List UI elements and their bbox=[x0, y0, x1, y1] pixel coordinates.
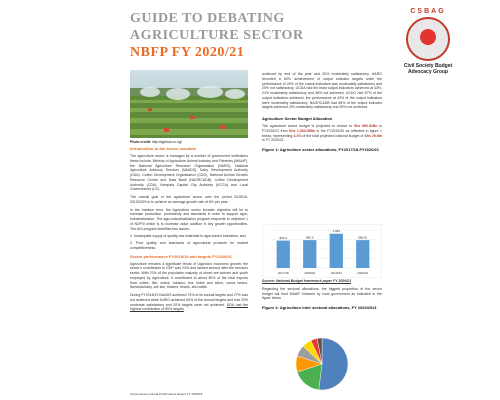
x-tick-label: 2017/18 bbox=[277, 271, 289, 275]
alloc-amount-3: Shs 29.6tn bbox=[364, 133, 383, 138]
x-tick-label: 2018/19 bbox=[304, 271, 316, 275]
bar bbox=[356, 240, 369, 268]
regarding-paragraph: Regarding the sectoral allocations, the biggest proportion of the sector budget will fund MAAIF followed by local government as indicated in the figure below. bbox=[262, 286, 382, 301]
performance-paragraph-2-text: During FY2018/19 NAADS achieved 73% of its annual targets and 27% was not achieved while NARO achieved 60% of the annual targets and had 20% moderate satisfactory and 20% targets were not achieved. bbox=[130, 293, 248, 307]
bar-data-label: 880.81 bbox=[358, 235, 368, 240]
footnote: 1Government Annual Performance Report FY 2018/19 bbox=[130, 392, 203, 396]
intro-paragraph-3: In the medium term, the Agriculture sector broader objective will be to increase production, productivity and standards in order to support agro-industrialization. The agro-industrialization program responds to objective 1 of NDPIII which is to increase value addition in key growth opportunities. The ADI program identifies two issues: bbox=[130, 207, 248, 231]
caption-url[interactable]: http://agriloot.co.ug/ bbox=[151, 140, 182, 144]
right-column-text bbox=[262, 72, 382, 152]
list-item: 1. Inadequate supply of quality raw materials to agro-based industries; and bbox=[130, 234, 246, 239]
performance-heading: Sector performance FY2018/19 and targets FY2020/21 bbox=[130, 253, 232, 259]
document-title bbox=[130, 12, 304, 60]
irrigation-photo bbox=[130, 70, 248, 138]
alloc-text-b: in FY2020/21 from bbox=[262, 124, 383, 133]
caption-prefix: Photo credit: bbox=[130, 140, 151, 144]
logo-emblem-icon bbox=[406, 17, 450, 61]
x-tick-label: 2020/21 bbox=[357, 271, 369, 275]
csbag-logo bbox=[392, 8, 464, 75]
alloc-text-d: of the total projected national budget of bbox=[301, 133, 365, 138]
budget-allocation-paragraph bbox=[262, 124, 382, 143]
figure-2-pie-chart bbox=[262, 334, 382, 394]
left-column bbox=[130, 146, 248, 312]
performance-paragraph-1: Agriculture remains a significant thrust of Uganda's economic growth; the sector's contribution to GDP was 23% and ranked second after the services sector. With 70% of the population majority of whom are women and youth employed by Agriculture, it contributed to about 80% of the total exports from coffee, fish, maize, tobacco, tea, hides and skins, cocoa beans, livestock/dairy, are sim, flowers, beans, and cattle. bbox=[130, 261, 248, 290]
bar bbox=[303, 240, 316, 268]
title-line-2: AGRICULTURE SECTOR bbox=[130, 28, 304, 43]
intro-heading: Introduction to the sector mandate bbox=[130, 146, 197, 151]
bar bbox=[330, 234, 343, 268]
figure-1-source: Source: National Budget framework paper FY 2020/21 bbox=[262, 279, 352, 283]
intro-paragraph-2: The overall goal of the agriculture sector over the period 2015/16- 2019/2020 is to achieve an average growth rate of 6% per year. bbox=[130, 195, 248, 204]
performance-paragraph-2 bbox=[130, 293, 248, 312]
logo-acronym: CSBAG bbox=[410, 8, 446, 15]
alloc-text-a: The agriculture sector budget is projected to reduce to bbox=[262, 124, 354, 128]
intro-paragraph-1: The agriculture sector is managed by a number of government institutions these include: Ministry of Agriculture Animal Industry and Fisheries (MAAIF), the National Agriculture Research Organisation (NARO), National Agriculture Advisory Services (NAADS), Dairy Development Authority (DDA), Cotton Development Organisation (CDO), National Animal Genetic Resource Centre and Data Bank (NAGRC&DB), Coffee Development Authority (CDA), Kampala Capital City Authority (KCCA) and Local Governments (LG). bbox=[130, 154, 248, 192]
alloc-text-c: in the FY2019/20 as reflected in figure 1 below, representing bbox=[262, 128, 382, 138]
figure-1-bar-chart bbox=[262, 224, 382, 278]
figure-1-title: Figure 1: Agriculture sector allocations, FY2017/18-FY2020/21 bbox=[262, 147, 380, 152]
list-item: 2. Poor quality and standards of agricultural products for market competitiveness. bbox=[130, 241, 248, 250]
x-tick-label: 2019/20 bbox=[330, 271, 342, 275]
alloc-text-e: in FY 2020/21. bbox=[262, 138, 285, 143]
figure-1-source-block bbox=[262, 279, 382, 310]
dda-highlight-text: DDA had the highest contribution of 80% targets bbox=[130, 302, 248, 312]
performance-continued-paragraph: achieved by end of the year and 20% moderately satisfactory. NARO recorded a 60% achievement of output indicator targets while the performance of 20% of the output indicators was moderately satisfactory and 20% not satisfactory. UCDA had the least output indicators achieved at 43%, 21% moderately satisfactory and 36% not achieved. UCDO had 57% of the output indicators achieved, the performance at 43% of the output indicators were moderately satisfactory. NAGRC&DB had 56% of the output indicator targets achieved, 6% moderately satisfactory and 39% not achieved. bbox=[262, 72, 382, 110]
title-line-1: GUIDE TO DEBATING bbox=[130, 11, 285, 26]
photo-caption bbox=[130, 140, 182, 144]
alloc-amount-1: Shs 880.81Bn bbox=[353, 124, 378, 128]
bar bbox=[277, 241, 290, 268]
logo-org-name: Civil Society Budget Advocacy Group bbox=[403, 63, 453, 75]
bar-data-label: 1,083 bbox=[332, 229, 341, 234]
alloc-percent: 3.2% bbox=[293, 133, 302, 138]
alloc-amount-2: Shs 1,083.05Bn bbox=[289, 128, 316, 133]
figure-2-title: Figure 2: Agriculture inter sectoral allocations, FY 2020/2021 bbox=[262, 305, 377, 310]
bar-data-label: 880.5 bbox=[305, 235, 314, 240]
budget-allocation-heading: Agriculture Sector Budget Allocation bbox=[262, 116, 333, 121]
bar-data-label: 865.3 bbox=[279, 236, 288, 241]
title-line-3: NBFP FY 2020/21 bbox=[130, 45, 245, 60]
pie-slice bbox=[319, 338, 348, 390]
